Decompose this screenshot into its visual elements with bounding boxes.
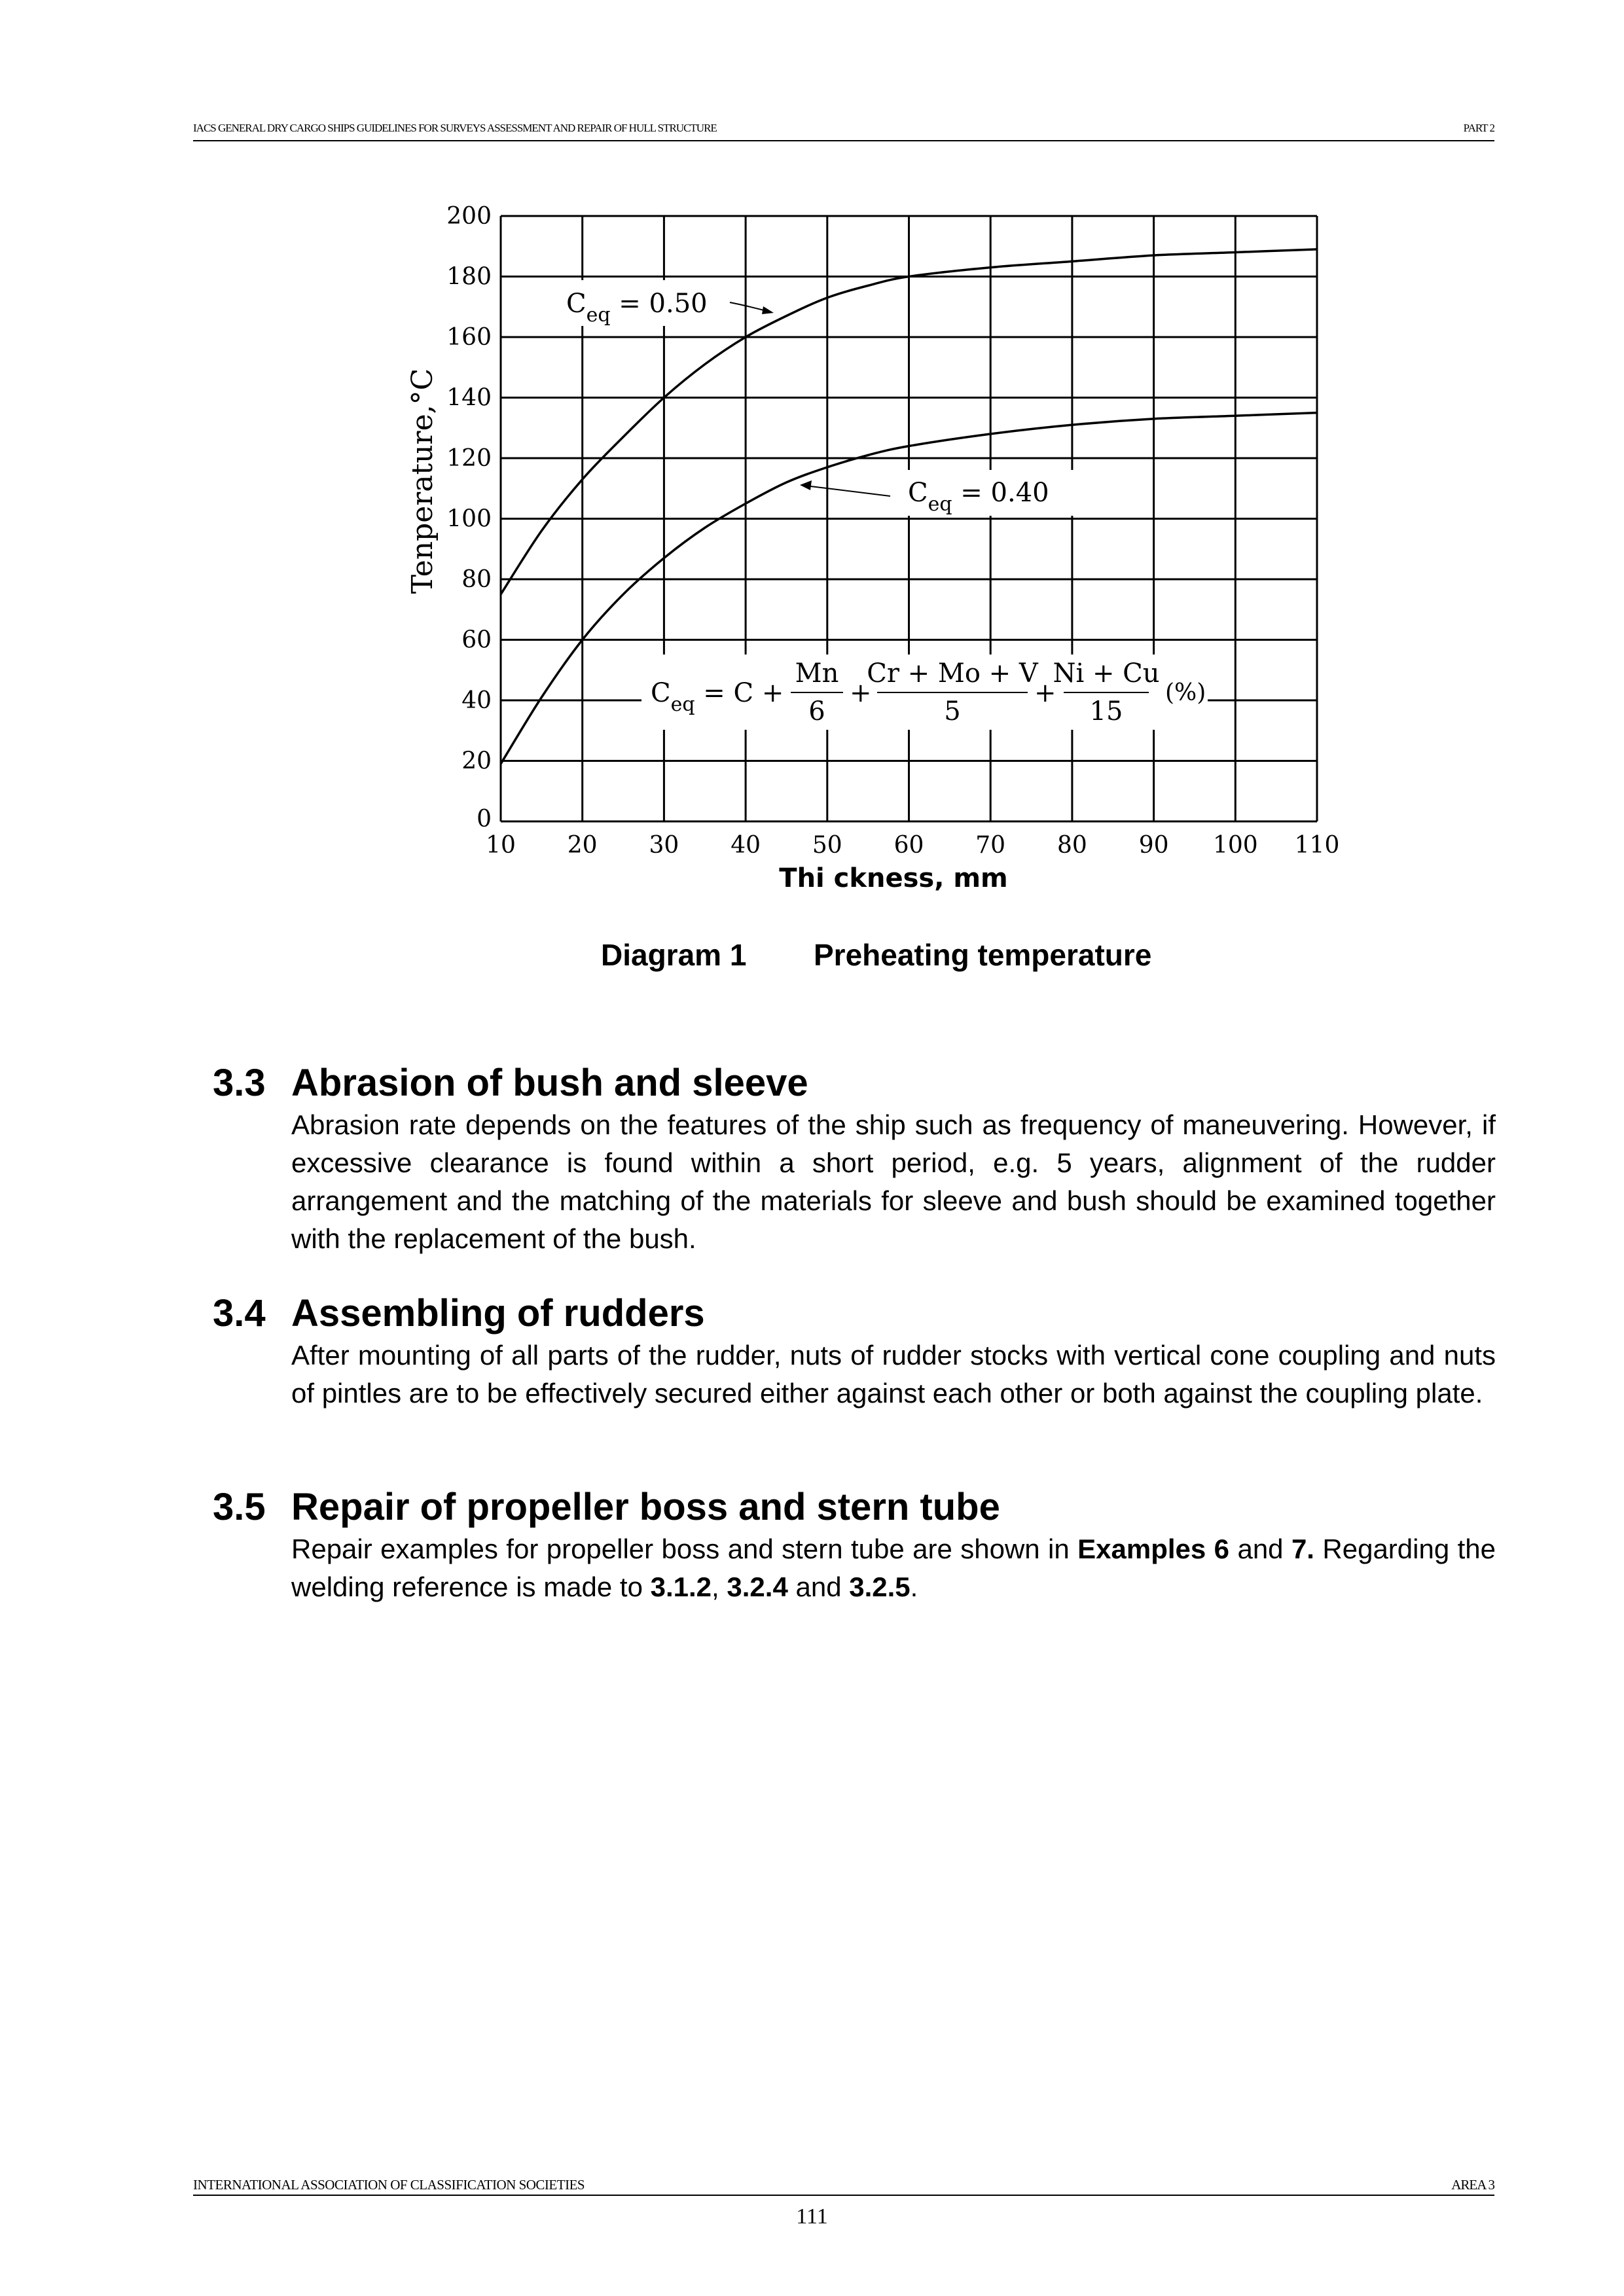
label-ceq-040: $C_{eq} = 0.40$ (908, 478, 1049, 516)
y-tick-label-140: 140 (446, 384, 492, 412)
x-axis-label: Thi ckness, mm (779, 863, 1008, 893)
formula-f3-numerator: Ni + Cu (1053, 658, 1160, 689)
y-tick-label-20: 20 (461, 747, 492, 775)
footer-area: AREA 3 (1451, 2177, 1494, 2193)
y-tick-label-180: 180 (446, 263, 492, 291)
x-tick-label-60: 60 (893, 832, 924, 859)
y-tick-label-60: 60 (461, 626, 492, 654)
x-tick-label-110: 110 (1294, 832, 1340, 859)
formula-f1-numerator: Mn (795, 658, 839, 689)
diagram-caption-label: Diagram 1 (601, 938, 747, 972)
formula-f2-denominator: 5 (944, 696, 961, 726)
svg-text:+: + (850, 678, 872, 708)
section-heading (213, 1484, 1496, 1530)
running-header-part: PART 2 (1463, 122, 1494, 134)
section-body: Abrasion rate depends on the features of the ship such as frequency of maneuvering. However, if excessive clearance is found within a short period, e.g. 5 years, alignment of the rudder arrangement and the matching of the materials for sleeve and bush should be examined together with the replacement of the bush. (291, 1109, 1496, 1254)
section-number: 3.4 (213, 1292, 266, 1335)
arrowhead-ceq-040 (800, 480, 812, 490)
x-tick-label-30: 30 (649, 832, 679, 859)
y-tick-label-0: 0 (477, 806, 492, 833)
formula-f2-numerator: Cr + Mo + V (867, 658, 1038, 689)
section-number: 3.5 (213, 1486, 266, 1528)
ref-3-2-5: 3.2.5 (849, 1571, 911, 1602)
ref-example-7: 7. (1291, 1534, 1314, 1564)
ref-3-2-4: 3.2.4 (727, 1571, 788, 1602)
arrowhead-ceq-050 (762, 306, 774, 314)
footer-rule (193, 2195, 1494, 2196)
y-tick-label-120: 120 (446, 445, 492, 472)
running-header-title: IACS GENERAL DRY CARGO SHIPS GUIDELINES FOR SURVEYS ASSESSMENT AND REPAIR OF HULL STRUCTURE (193, 122, 717, 134)
formula-f3-denominator: 15 (1089, 696, 1123, 726)
section-heading (213, 1291, 1496, 1336)
svg-text:Ceq = C +: $C_{eq} = C$ + (651, 678, 784, 716)
y-tick-label-80: 80 (461, 566, 492, 593)
section-3-5 (213, 1484, 1496, 1606)
y-tick-label-160: 160 (446, 324, 492, 351)
label-ceq-050: $C_{eq} = 0.50$ (566, 289, 708, 327)
section-body: After mounting of all parts of the rudder, nuts of rudder stocks with vertical cone coupling and nuts of pintles are to be effectively secured either against each other or both against the coupling plate. (291, 1340, 1496, 1408)
svg-text:(%): (%) (1165, 679, 1206, 706)
section-title: Abrasion of bush and sleeve (291, 1062, 808, 1104)
y-tick-label-40: 40 (461, 687, 492, 714)
section-3-4 (213, 1291, 1496, 1412)
x-tick-label-70: 70 (975, 832, 1006, 859)
arrow-ceq-040 (805, 486, 890, 496)
x-tick-label-80: 80 (1056, 832, 1087, 859)
x-tick-label-40: 40 (731, 832, 761, 859)
formula-f1-denominator: 6 (808, 696, 825, 726)
preheating-chart (393, 196, 1375, 916)
footer-organization: INTERNATIONAL ASSOCIATION OF CLASSIFICATION SOCIETIES (193, 2177, 585, 2193)
x-tick-label-100: 100 (1212, 832, 1258, 859)
section-title: Assembling of rudders (291, 1292, 705, 1335)
x-tick-label-20: 20 (567, 832, 598, 859)
section-heading (213, 1060, 1496, 1106)
y-tick-label-200: 200 (446, 203, 492, 230)
ref-examples-6: Examples 6 (1077, 1534, 1230, 1564)
y-tick-label-100: 100 (446, 505, 492, 533)
page-number: 111 (796, 2204, 828, 2229)
y-axis-label: Tenperature,°C (406, 368, 439, 594)
x-tick-label-90: 90 (1138, 832, 1169, 859)
svg-text:+: + (1034, 678, 1056, 708)
diagram-caption-title: Preheating temperature (814, 938, 1152, 972)
section-3-3 (213, 1060, 1496, 1258)
x-tick-label-50: 50 (812, 832, 842, 859)
ref-3-1-2: 3.1.2 (650, 1571, 712, 1602)
header-rule (193, 140, 1494, 141)
x-tick-label-10: 10 (486, 832, 516, 859)
section-number: 3.3 (213, 1062, 266, 1104)
section-title: Repair of propeller boss and stern tube (291, 1486, 1000, 1528)
section-body: Repair examples for propeller boss and stern tube are shown in Examples 6 and 7. Regarding the welding reference is made to 3.1.2, 3.2.4 and 3.2.5. (291, 1534, 1496, 1602)
